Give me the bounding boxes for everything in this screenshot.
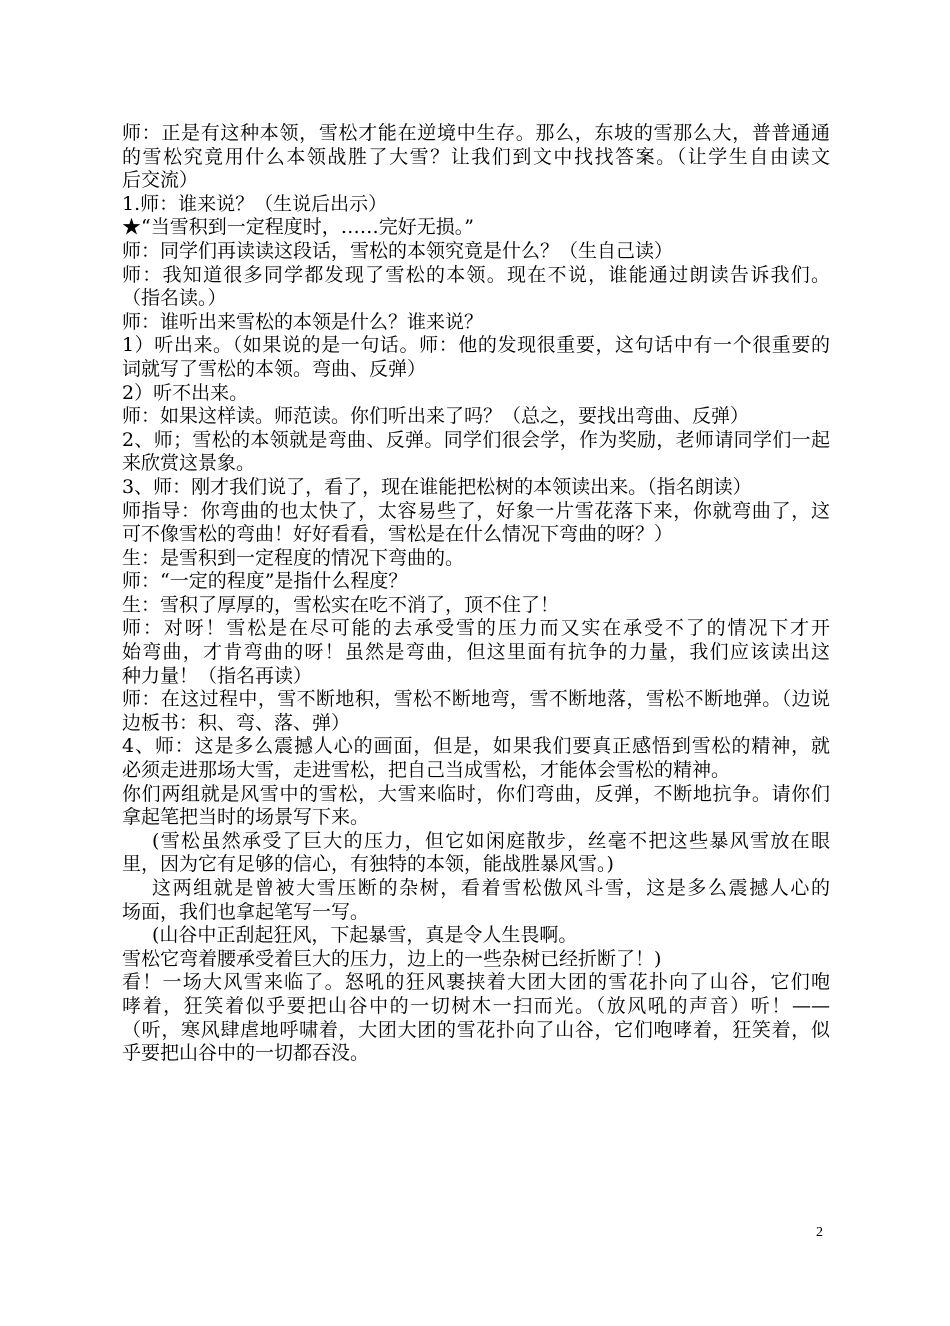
text-line: 师：“一定的程度”是指什么程度？ bbox=[122, 570, 408, 593]
text-line: 师：在这过程中，雪不断地积，雪松不断地弯，雪不断地落，雪松不断地弹。（边说 bbox=[122, 688, 830, 711]
text-line: 师：我知道很多同学都发现了雪松的本领。现在不说，谁能通过朗读告诉我们。 bbox=[122, 263, 830, 286]
text-line: 的雪松究竟用什么本领战胜了大雪？让我们到文中找找答案。（让学生自由读文 bbox=[122, 145, 830, 168]
text-line: 来欣赏这景象。 bbox=[122, 452, 256, 475]
text-line: （指名读。） bbox=[122, 287, 227, 310]
text-line: 2）听不出来。 bbox=[122, 381, 249, 404]
text-line: (雪松虽然承受了巨大的压力，但它如闲庭散步，丝毫不把这些暴风雪放在眼 bbox=[152, 829, 830, 852]
text-line: 雪松它弯着腰承受着巨大的压力，边上的一些杂树已经折断了！) bbox=[122, 947, 662, 970]
text-line: 2、师；雪松的本领就是弯曲、反弹。同学们很会学，作为奖励，老师请同学们一起 bbox=[122, 428, 830, 451]
text-line: 后交流） bbox=[122, 169, 199, 192]
text-line: 种力量！（指名再读） bbox=[122, 664, 313, 687]
text-line: 师指导：你弯曲的也太快了，太容易些了，好象一片雪花落下来，你就弯曲了，这 bbox=[122, 499, 830, 522]
text-line: 4、师：这是多么震撼人心的画面，但是，如果我们要真正感悟到雪松的精神，就 bbox=[122, 735, 830, 758]
text-line: 3、师：刚才我们说了，看了，现在谁能把松树的本领读出来。（指名朗读） bbox=[122, 475, 752, 498]
text-line: 生：是雪积到一定程度的情况下弯曲的。 bbox=[122, 546, 465, 569]
text-line: ★“当雪积到一定程度时，……完好无损。” bbox=[122, 216, 474, 239]
text-line: 你们两组就是风雪中的雪松，大雪来临时，你们弯曲，反弹，不断地抗争。请你们 bbox=[122, 782, 830, 805]
text-line: 师：如果这样读。师范读。你们听出来了吗？（总之，要找出弯曲、反弹） bbox=[122, 405, 750, 428]
text-line: 师：对呀！雪松是在尽可能的去承受雪的压力而又实在承受不了的情况下才开 bbox=[122, 617, 830, 640]
text-line: (山谷中正刮起狂风，下起暴雪，真是令人生畏啊。 bbox=[152, 924, 578, 947]
text-line: 必须走进那场大雪，走进雪松，把自己当成雪松，才能体会雪松的精神。 bbox=[122, 759, 731, 782]
text-line: 里，因为它有足够的信心，有独特的本领，能战胜暴风雪。) bbox=[122, 853, 614, 876]
text-line: 生：雪积了厚厚的，雪松实在吃不消了，顶不住了！ bbox=[122, 593, 560, 616]
text-line: 场面，我们也拿起笔写一写。 bbox=[122, 900, 370, 923]
text-line: 师：谁听出来雪松的本领是什么？谁来说？ bbox=[122, 310, 484, 333]
text-line: 乎要把山谷中的一切都吞没。 bbox=[122, 1042, 370, 1065]
text-line: 边板书：积、弯、落、弹） bbox=[122, 711, 351, 734]
text-line: 师：正是有这种本领，雪松才能在逆境中生存。那么，东坡的雪那么大，普普通通 bbox=[122, 122, 830, 144]
text-line: 1.师：谁来说？（生说后出示） bbox=[122, 192, 388, 215]
text-line: 这两组就是曾被大雪压断的杂树，看着雪松傲风斗雪，这是多么震撼人心的 bbox=[152, 877, 830, 899]
text-line: 哮着，狂笑着似乎要把山谷中的一切树木一扫而光。（放风吼的声音）听！—— bbox=[122, 994, 830, 1017]
text-line: 看！一场大风雪来临了。怒吼的狂风裹挟着大团大团的雪花扑向了山谷，它们咆 bbox=[122, 971, 830, 994]
text-line: 师：同学们再读读这段话，雪松的本领究竟是什么？（生自己读） bbox=[122, 239, 674, 262]
text-line: 始弯曲，才肯弯曲的呀！虽然是弯曲，但这里面有抗争的力量，我们应该读出这 bbox=[122, 641, 830, 664]
text-line: （听，寒风肆虐地呼啸着，大团大团的雪花扑向了山谷，它们咆哮着，狂笑着，似 bbox=[122, 1018, 830, 1041]
page-number: 2 bbox=[816, 1225, 823, 1240]
text-line: 可不像雪松的弯曲！好好看看，雪松是在什么情况下弯曲的呀？） bbox=[122, 523, 674, 546]
text-line: 1）听出来。（如果说的是一句话。师：他的发现很重要，这句话中有一个很重要的 bbox=[122, 334, 830, 357]
document-body bbox=[122, 122, 830, 1066]
text-line: 词就写了雪松的本领。弯曲、反弹） bbox=[122, 357, 427, 380]
text-line: 拿起笔把当时的场景写下来。 bbox=[122, 806, 370, 829]
